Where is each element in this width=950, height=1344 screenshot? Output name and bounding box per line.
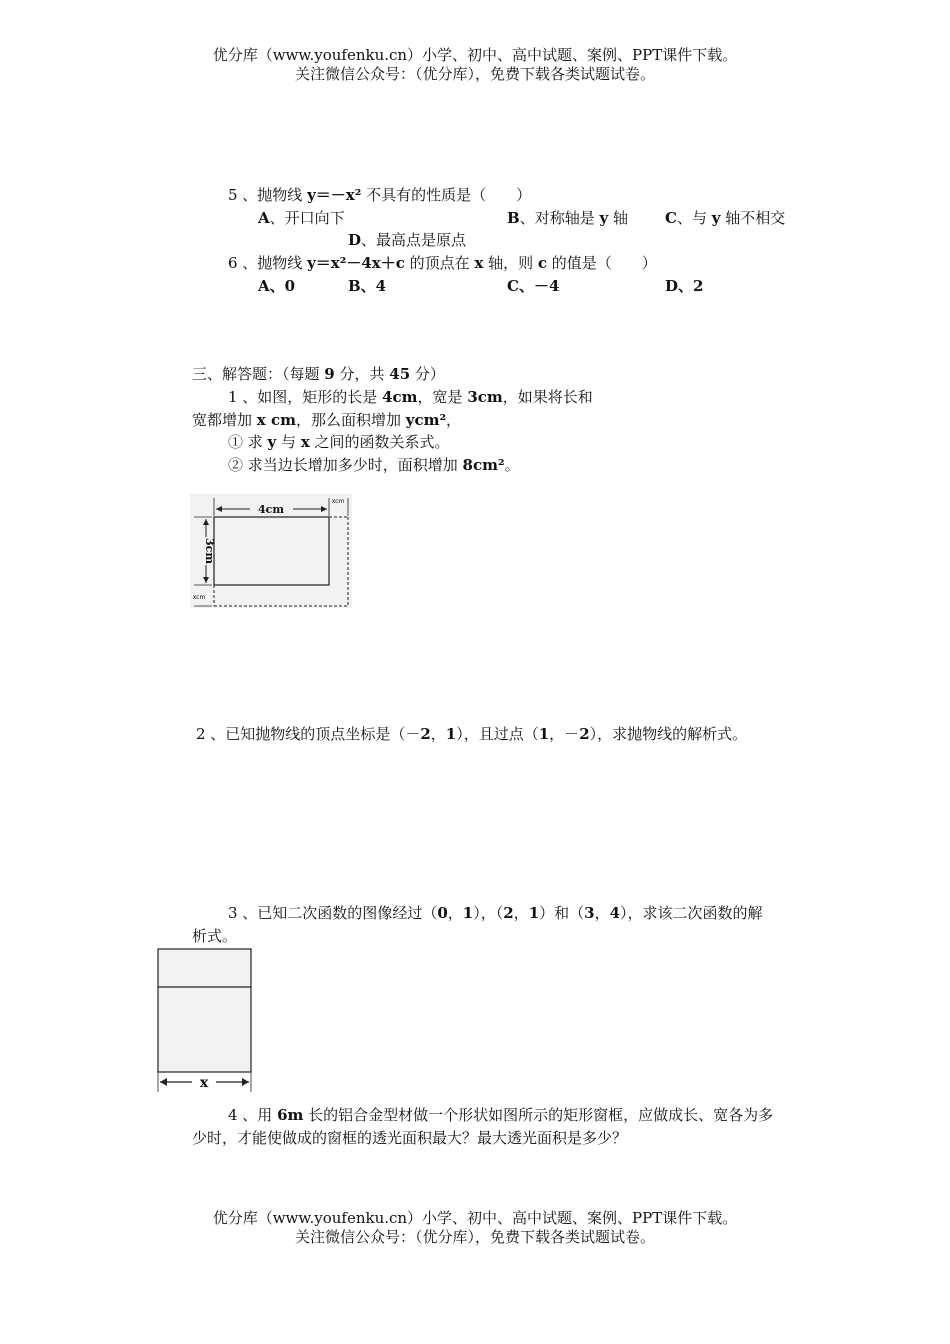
q6-option-a: A、0 <box>258 277 296 295</box>
p3-line-1: 3 、已知二次函数的图像经过（0，1），（2，1）和（3，4），求该二次函数的解 <box>228 904 763 922</box>
q6-option-d: D、2 <box>665 277 704 295</box>
section-3-title: 三、解答题：（每题 9 分，共 45 分） <box>192 365 445 383</box>
p3-line-2: 析式。 <box>192 927 238 945</box>
original-rectangle <box>214 517 329 585</box>
q5-option-b: B、对称轴是 y 轴 <box>507 209 628 227</box>
q5-option-a: A、开口向下 <box>258 209 345 227</box>
q5-stem: 5 、抛物线 y＝－x² 不具有的性质是（ ） <box>228 186 532 204</box>
footer-line-1: 优分库（www.youfenku.cn）小学、初中、高中试题、案例、PPT课件下载。 <box>212 1209 738 1227</box>
width-label: 3cm <box>203 538 216 564</box>
q5-option-d: D、最高点是原点 <box>348 231 467 249</box>
q6-stem: 6 、抛物线 y＝x²－4x＋c 的顶点在 x 轴，则 c 的值是（ ） <box>228 254 657 272</box>
width-x-label: x <box>199 1075 209 1091</box>
window-frame <box>158 949 251 1072</box>
q5-option-c: C、与 y 轴不相交 <box>665 209 786 227</box>
p2-text: 2 、已知抛物线的顶点坐标是（－2，1），且过点（1，－2），求抛物线的解析式。 <box>196 725 748 743</box>
window-frame-figure <box>156 948 254 1094</box>
p4-line-2: 少时，才能使做成的窗框的透光面积最大？最大透光面积是多少？ <box>192 1129 628 1147</box>
p4-line-1: 4 、用 6m 长的铝合金型材做一个形状如图所示的矩形窗框，应做成长、宽各为多 <box>228 1106 774 1124</box>
p1-line-1: 1 、如图，矩形的长是 4cm，宽是 3cm，如果将长和 <box>228 388 593 406</box>
q6-option-b: B、4 <box>348 277 387 295</box>
x-label-side: xcm <box>192 594 206 601</box>
p1-sub-2: ② 求当边长增加多少时，面积增加 8cm²。 <box>228 456 520 474</box>
q6-option-c: C、－4 <box>507 277 560 295</box>
footer-line-2: 关注微信公众号：（优分库），免费下载各类试题试卷。 <box>294 1228 655 1246</box>
length-label: 4cm <box>258 503 284 516</box>
x-label-top: xcm <box>331 498 345 505</box>
rectangle-figure <box>190 494 352 608</box>
p1-sub-1: ① 求 y 与 x 之间的函数关系式。 <box>228 433 450 451</box>
header-line-2: 关注微信公众号：（优分库），免费下载各类试题试卷。 <box>294 65 655 83</box>
p1-line-2: 宽都增加 x cm，那么面积增加 ycm²， <box>192 411 462 429</box>
header-line-1: 优分库（www.youfenku.cn）小学、初中、高中试题、案例、PPT课件下载。 <box>212 46 738 64</box>
